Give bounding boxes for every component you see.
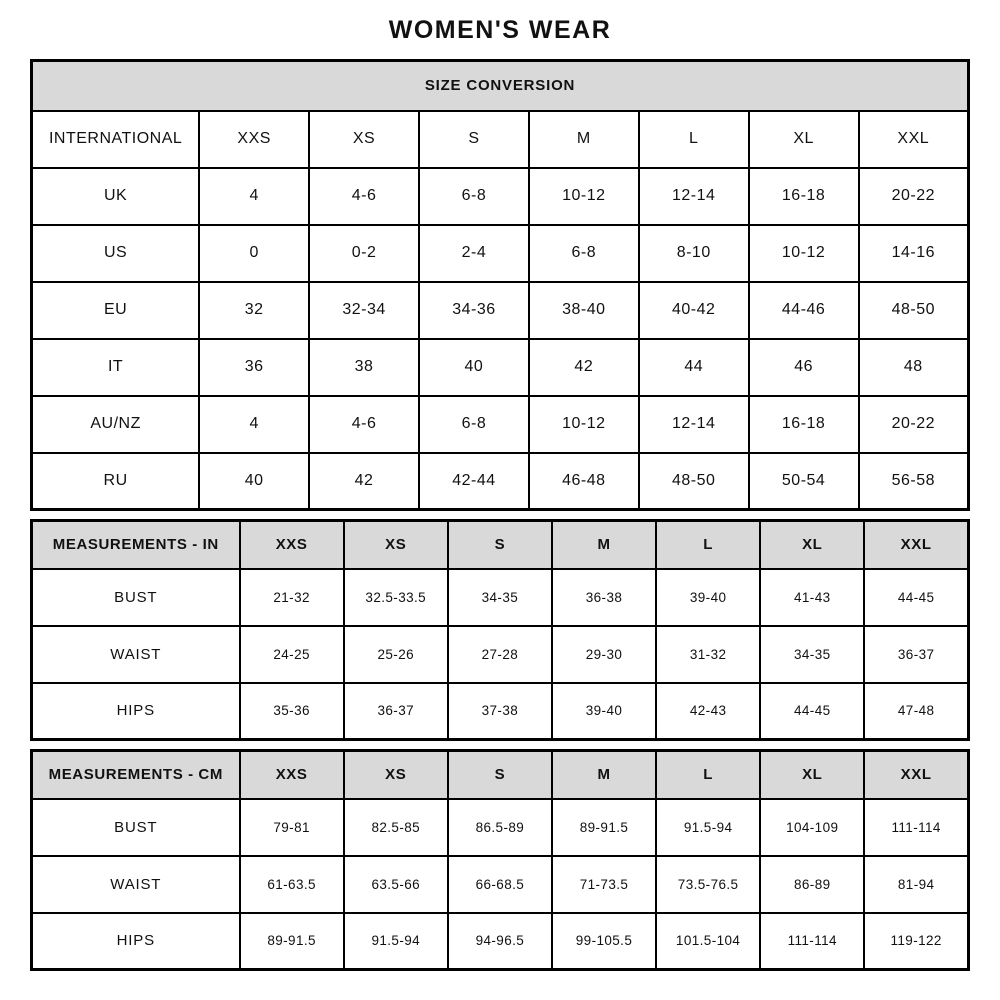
table-row: [32, 683, 969, 740]
row-label: RU: [32, 453, 200, 510]
column-header-l: L: [656, 521, 760, 569]
column-header-m: M: [552, 751, 656, 799]
row-label: EU: [32, 282, 200, 339]
cell: 39-40: [552, 683, 656, 740]
cell: 40-42: [639, 282, 749, 339]
column-header-m: M: [529, 111, 639, 168]
table-row: [32, 913, 969, 970]
cell: 91.5-94: [344, 913, 448, 970]
cell: 91.5-94: [656, 799, 760, 856]
column-header-m: M: [552, 521, 656, 569]
cell: 71-73.5: [552, 856, 656, 913]
cell: 16-18: [749, 396, 859, 453]
table-title: MEASUREMENTS - IN: [32, 521, 240, 569]
cell: 31-32: [656, 626, 760, 683]
cell: 4-6: [309, 168, 419, 225]
table-title-row: [32, 61, 969, 111]
cell: 10-12: [749, 225, 859, 282]
cell: 35-36: [240, 683, 344, 740]
table-row: [32, 339, 969, 396]
cell: 36-37: [344, 683, 448, 740]
row-label: WAIST: [32, 856, 240, 913]
cell: 36-38: [552, 569, 656, 626]
cell: 86.5-89: [448, 799, 552, 856]
cell: 34-35: [448, 569, 552, 626]
row-label: HIPS: [32, 683, 240, 740]
cell: 86-89: [760, 856, 864, 913]
cell: 48: [859, 339, 969, 396]
table-row: [32, 453, 969, 510]
row-label: IT: [32, 339, 200, 396]
column-header-xs: XS: [344, 521, 448, 569]
cell: 10-12: [529, 396, 639, 453]
row-label: UK: [32, 168, 200, 225]
cell: 94-96.5: [448, 913, 552, 970]
cell: 61-63.5: [240, 856, 344, 913]
cell: 101.5-104: [656, 913, 760, 970]
measurements-cm-table: [30, 749, 970, 971]
column-header-xs: XS: [309, 111, 419, 168]
cell: 66-68.5: [448, 856, 552, 913]
cell: 56-58: [859, 453, 969, 510]
cell: 37-38: [448, 683, 552, 740]
cell: 21-32: [240, 569, 344, 626]
cell: 4-6: [309, 396, 419, 453]
row-label: BUST: [32, 569, 240, 626]
cell: 42: [309, 453, 419, 510]
cell: 20-22: [859, 396, 969, 453]
cell: 44-46: [749, 282, 859, 339]
cell: 32.5-33.5: [344, 569, 448, 626]
table-row: [32, 856, 969, 913]
cell: 6-8: [419, 168, 529, 225]
column-header-xxs: XXS: [199, 111, 309, 168]
cell: 39-40: [656, 569, 760, 626]
cell: 34-35: [760, 626, 864, 683]
column-header-s: S: [448, 521, 552, 569]
row-label: BUST: [32, 799, 240, 856]
cell: 44-45: [864, 569, 968, 626]
cell: 25-26: [344, 626, 448, 683]
cell: 0: [199, 225, 309, 282]
cell: 44: [639, 339, 749, 396]
cell: 10-12: [529, 168, 639, 225]
cell: 46-48: [529, 453, 639, 510]
column-header-l: L: [639, 111, 749, 168]
cell: 42: [529, 339, 639, 396]
cell: 42-44: [419, 453, 529, 510]
cell: 50-54: [749, 453, 859, 510]
cell: 38: [309, 339, 419, 396]
cell: 4: [199, 168, 309, 225]
cell: 82.5-85: [344, 799, 448, 856]
cell: 27-28: [448, 626, 552, 683]
cell: 48-50: [859, 282, 969, 339]
row-label: HIPS: [32, 913, 240, 970]
column-header-xl: XL: [760, 521, 864, 569]
column-header-l: L: [656, 751, 760, 799]
table-title: MEASUREMENTS - CM: [32, 751, 240, 799]
cell: 24-25: [240, 626, 344, 683]
cell: 44-45: [760, 683, 864, 740]
measurements-in-table: [30, 519, 970, 741]
column-header-international: INTERNATIONAL: [32, 111, 200, 168]
cell: 63.5-66: [344, 856, 448, 913]
column-header-xxl: XXL: [864, 751, 968, 799]
column-header-row: [32, 521, 969, 569]
cell: 48-50: [639, 453, 749, 510]
column-header-xs: XS: [344, 751, 448, 799]
column-header-xl: XL: [760, 751, 864, 799]
cell: 0-2: [309, 225, 419, 282]
cell: 36: [199, 339, 309, 396]
column-header-row: [32, 751, 969, 799]
cell: 2-4: [419, 225, 529, 282]
cell: 29-30: [552, 626, 656, 683]
cell: 12-14: [639, 168, 749, 225]
table-row: [32, 626, 969, 683]
row-label: US: [32, 225, 200, 282]
table-row: [32, 168, 969, 225]
column-header-row: [32, 111, 969, 168]
column-header-xxl: XXL: [864, 521, 968, 569]
cell: 38-40: [529, 282, 639, 339]
column-header-xxs: XXS: [240, 521, 344, 569]
table-row: [32, 569, 969, 626]
cell: 32: [199, 282, 309, 339]
table-row: [32, 799, 969, 856]
cell: 79-81: [240, 799, 344, 856]
cell: 6-8: [419, 396, 529, 453]
cell: 36-37: [864, 626, 968, 683]
cell: 42-43: [656, 683, 760, 740]
column-header-xl: XL: [749, 111, 859, 168]
column-header-xxs: XXS: [240, 751, 344, 799]
cell: 99-105.5: [552, 913, 656, 970]
cell: 14-16: [859, 225, 969, 282]
cell: 81-94: [864, 856, 968, 913]
page-title: WOMEN'S WEAR: [388, 16, 612, 44]
cell: 119-122: [864, 913, 968, 970]
cell: 40: [199, 453, 309, 510]
size-conversion-table: [30, 59, 970, 511]
cell: 16-18: [749, 168, 859, 225]
cell: 20-22: [859, 168, 969, 225]
cell: 47-48: [864, 683, 968, 740]
column-header-s: S: [419, 111, 529, 168]
cell: 6-8: [529, 225, 639, 282]
cell: 89-91.5: [240, 913, 344, 970]
cell: 89-91.5: [552, 799, 656, 856]
cell: 111-114: [760, 913, 864, 970]
cell: 41-43: [760, 569, 864, 626]
table-row: [32, 396, 969, 453]
cell: 34-36: [419, 282, 529, 339]
column-header-xxl: XXL: [859, 111, 969, 168]
cell: 111-114: [864, 799, 968, 856]
cell: 40: [419, 339, 529, 396]
cell: 12-14: [639, 396, 749, 453]
table-title: SIZE CONVERSION: [32, 61, 969, 111]
row-label: WAIST: [32, 626, 240, 683]
cell: 8-10: [639, 225, 749, 282]
table-row: [32, 225, 969, 282]
table-row: [32, 282, 969, 339]
column-header-s: S: [448, 751, 552, 799]
cell: 32-34: [309, 282, 419, 339]
cell: 104-109: [760, 799, 864, 856]
row-label: AU/NZ: [32, 396, 200, 453]
cell: 73.5-76.5: [656, 856, 760, 913]
cell: 46: [749, 339, 859, 396]
cell: 4: [199, 396, 309, 453]
